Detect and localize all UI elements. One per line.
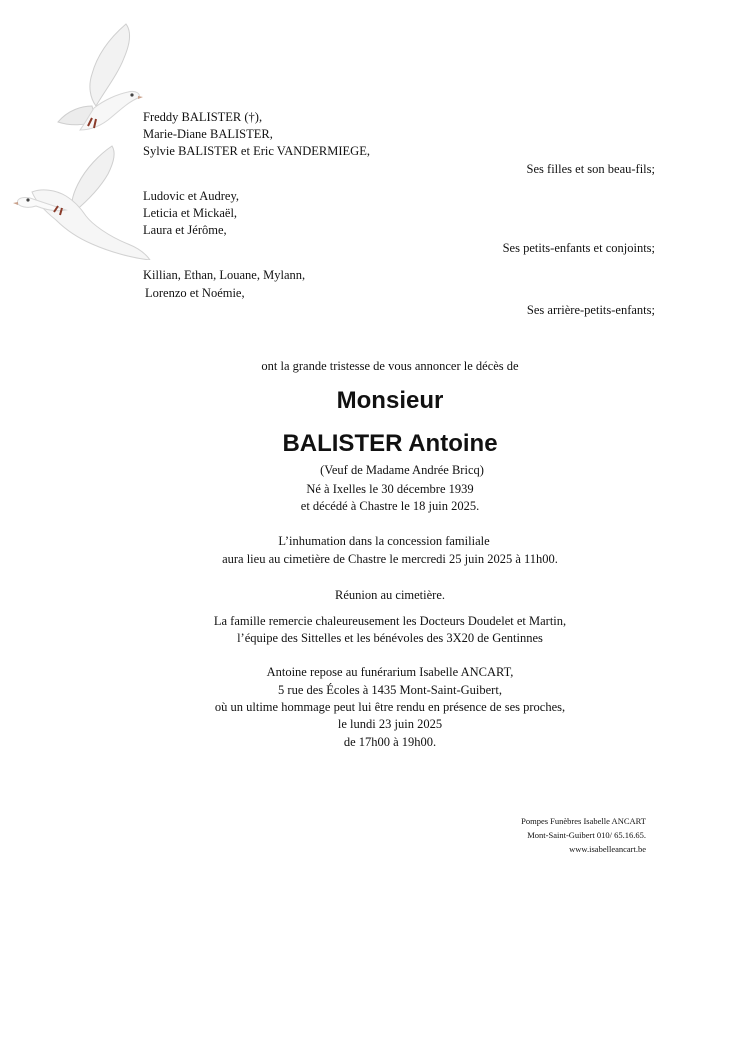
viewing-line-1: Antoine repose au funérarium Isabelle ANCART, [266, 665, 514, 679]
viewing-line-3: où un ultime hommage peut lui être rendu en présence de ses proches, [214, 700, 566, 714]
burial-line-2: aura lieu au cimetière de Chastre le mercredi 25 juin 2025 à 11h00. [222, 552, 558, 566]
dove-top-icon [48, 22, 148, 142]
viewing-line-2: 5 rue des Écoles à 1435 Mont-Saint-Guibert, [278, 683, 502, 697]
honorific: Monsieur [336, 387, 444, 414]
great-grandchildren-role: Ses arrière-petits-enfants; [526, 303, 655, 317]
viewing-line-4: le lundi 23 juin 2025 [337, 717, 443, 731]
family-child-2: Marie-Diane BALISTER, [143, 127, 273, 141]
grandchildren-role: Ses petits-enfants et conjoints; [502, 241, 655, 255]
family-child-3: Sylvie BALISTER et Eric VANDERMIEGE, [143, 144, 370, 158]
children-role: Ses filles et son beau-fils; [526, 162, 655, 176]
birth-info: Né à Ixelles le 30 décembre 1939 [306, 482, 474, 496]
family-grandchild-2: Leticia et Mickaël, [143, 206, 238, 220]
announcement-intro: ont la grande tristesse de vous annoncer le décès de [261, 359, 519, 373]
family-child-1: Freddy BALISTER (†), [143, 110, 263, 124]
viewing-line-5: de 17h00 à 19h00. [343, 735, 437, 749]
deceased-name: BALISTER Antoine [282, 430, 498, 457]
thanks-line-2: l’équipe des Sittelles et les bénévoles des 3X20 de Gentinnes [237, 631, 543, 645]
family-grandchild-3: Laura et Jérôme, [143, 223, 227, 237]
family-great-grandchild-1: Killian, Ethan, Louane, Mylann, [143, 268, 306, 282]
thanks-line-1: La famille remercie chaleureusement les Docteurs Doudelet et Martin, [213, 614, 567, 628]
family-grandchild-1: Ludovic et Audrey, [143, 189, 240, 203]
meeting-note: Réunion au cimetière. [334, 588, 446, 602]
death-info: et décédé à Chastre le 18 juin 2025. [300, 499, 480, 513]
family-great-grandchild-2: Lorenzo et Noémie, [145, 286, 245, 300]
burial-line-1: L’inhumation dans la concession familiale [278, 534, 490, 548]
footer-contact: Mont-Saint-Guibert 010/ 65.16.65. [527, 830, 646, 840]
dove-bottom-icon [12, 140, 152, 260]
widower-note: (Veuf de Madame Andrée Bricq) [320, 463, 484, 477]
footer-company: Pompes Funèbres Isabelle ANCART [521, 816, 646, 826]
footer-website[interactable]: www.isabelleancart.be [569, 844, 646, 854]
